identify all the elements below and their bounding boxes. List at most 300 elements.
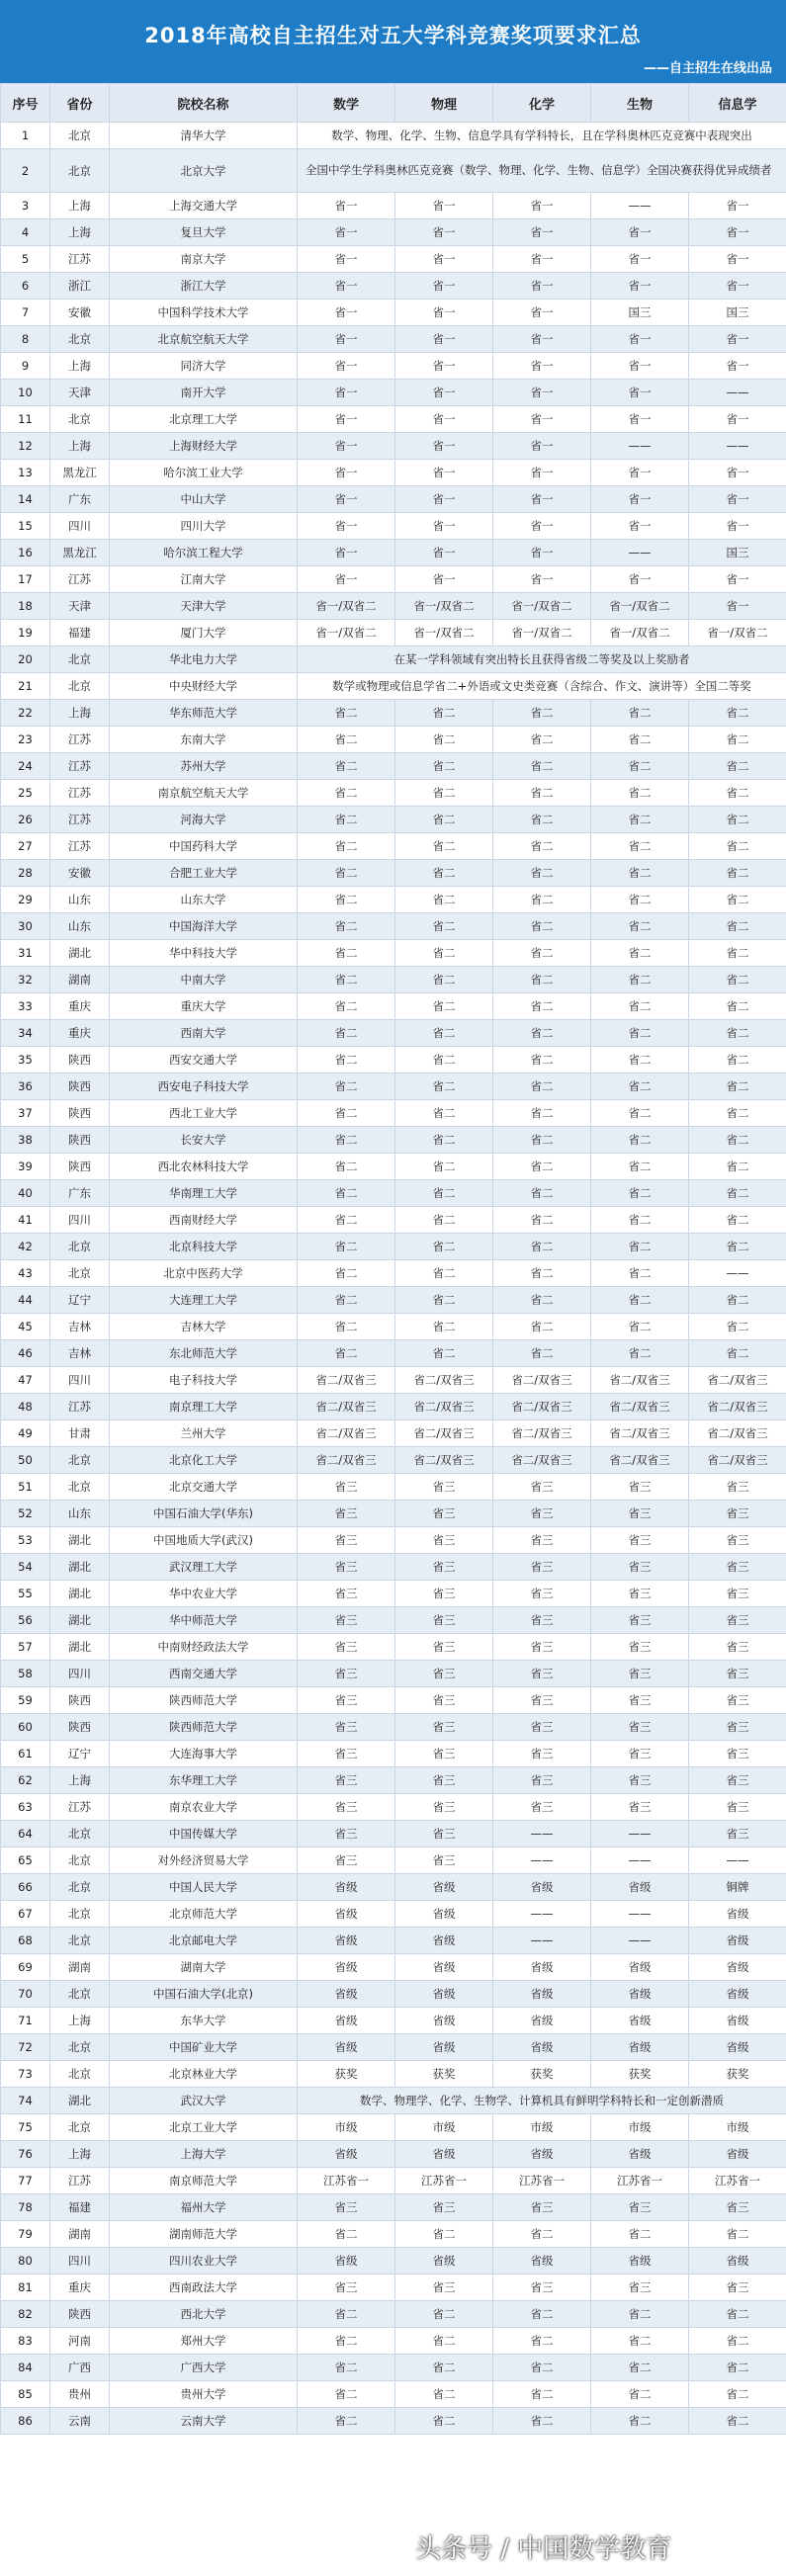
col-header-physics: 物理 [395, 84, 493, 123]
cell-physics: 省二 [395, 1180, 493, 1207]
cell-province: 北京 [50, 1260, 110, 1287]
cell-school: 华南理工大学 [110, 1180, 298, 1207]
cell-physics: 省二 [395, 887, 493, 913]
cell-informatics: —— [689, 1847, 786, 1874]
cell-math: 省三 [298, 1527, 395, 1554]
cell-biology: 省级 [591, 2008, 689, 2034]
cell-informatics: 省二 [689, 1020, 786, 1047]
cell-school: 苏州大学 [110, 753, 298, 780]
cell-chemistry: 省三 [493, 1687, 591, 1714]
cell-chemistry: 省二 [493, 2381, 591, 2408]
cell-province: 北京 [50, 673, 110, 700]
cell-informatics: 省三 [689, 1767, 786, 1794]
cell-physics: 省一 [395, 300, 493, 326]
cell-informatics: 省三 [689, 1794, 786, 1821]
cell-province: 安徽 [50, 300, 110, 326]
table-row [1, 727, 786, 753]
cell-province: 辽宁 [50, 1287, 110, 1314]
cell-informatics: 省二/双省三 [689, 1447, 786, 1474]
table-row [1, 993, 786, 1020]
cell-province: 湖北 [50, 1607, 110, 1634]
cell-province: 山东 [50, 887, 110, 913]
cell-biology: 省二/双省三 [591, 1447, 689, 1474]
cell-index: 2 [1, 149, 50, 193]
cell-physics: 省二 [395, 967, 493, 993]
cell-math: 省三 [298, 1581, 395, 1607]
cell-school: 对外经济贸易大学 [110, 1847, 298, 1874]
cell-index: 26 [1, 807, 50, 833]
cell-biology: 省二 [591, 967, 689, 993]
table-row [1, 1794, 786, 1821]
cell-school: 东华理工大学 [110, 1767, 298, 1794]
table-row [1, 1874, 786, 1901]
cell-index: 34 [1, 1020, 50, 1047]
cell-school: 上海财经大学 [110, 433, 298, 460]
cell-chemistry: 省级 [493, 1954, 591, 1981]
cell-physics: 省一 [395, 406, 493, 433]
cell-biology: —— [591, 540, 689, 566]
cell-informatics: 省二 [689, 1287, 786, 1314]
cell-informatics: 省一 [689, 593, 786, 620]
cell-index: 49 [1, 1420, 50, 1447]
cell-province: 上海 [50, 433, 110, 460]
cell-biology: 省三 [591, 2275, 689, 2301]
cell-math: 省一 [298, 486, 395, 513]
cell-biology: 省一 [591, 273, 689, 300]
table-row [1, 887, 786, 913]
cell-informatics: 省三 [689, 1634, 786, 1661]
cell-chemistry: 省二 [493, 833, 591, 860]
cell-province: 湖北 [50, 1634, 110, 1661]
cell-chemistry: 省二 [493, 807, 591, 833]
cell-informatics: 省一 [689, 406, 786, 433]
cell-index: 22 [1, 700, 50, 727]
cell-informatics: 省二/双省三 [689, 1394, 786, 1420]
cell-physics: 省二 [395, 1047, 493, 1073]
cell-biology: 省三 [591, 1741, 689, 1767]
cell-school: 中央财经大学 [110, 673, 298, 700]
cell-math: 省三 [298, 1767, 395, 1794]
cell-merged-requirement: 在某一学科领域有突出特长且获得省级二等奖及以上奖励者 [298, 646, 786, 673]
table-row [1, 540, 786, 566]
cell-school: 南京农业大学 [110, 1794, 298, 1821]
cell-index: 5 [1, 246, 50, 273]
table-row [1, 2088, 786, 2114]
cell-physics: 省二 [395, 1260, 493, 1287]
cell-province: 北京 [50, 1474, 110, 1501]
cell-biology: 省一/双省二 [591, 593, 689, 620]
cell-chemistry: 省三 [493, 1527, 591, 1554]
cell-informatics: 省二 [689, 913, 786, 940]
cell-physics: 省二 [395, 1154, 493, 1180]
table-row [1, 273, 786, 300]
cell-biology: 省二 [591, 1234, 689, 1260]
cell-chemistry: 省三 [493, 1741, 591, 1767]
cell-index: 63 [1, 1794, 50, 1821]
cell-informatics: 省二 [689, 1340, 786, 1367]
cell-math: 获奖 [298, 2061, 395, 2088]
cell-informatics: 省级 [689, 2141, 786, 2168]
cell-chemistry: 省二/双省三 [493, 1394, 591, 1420]
cell-biology: 省级 [591, 1954, 689, 1981]
cell-biology: 国三 [591, 300, 689, 326]
cell-chemistry: 省一 [493, 433, 591, 460]
cell-index: 42 [1, 1234, 50, 1260]
cell-math: 省一 [298, 219, 395, 246]
cell-physics: 省二 [395, 833, 493, 860]
cell-index: 19 [1, 620, 50, 646]
cell-biology: 省三 [591, 1527, 689, 1554]
table-row [1, 219, 786, 246]
cell-physics: 省二/双省三 [395, 1447, 493, 1474]
cell-school: 中南财经政法大学 [110, 1634, 298, 1661]
cell-informatics: 省一 [689, 513, 786, 540]
cell-school: 吉林大学 [110, 1314, 298, 1340]
cell-informatics: 省二 [689, 1314, 786, 1340]
table-row [1, 1234, 786, 1260]
cell-chemistry: 省二 [493, 1073, 591, 1100]
table-row [1, 1928, 786, 1954]
cell-physics: 省一 [395, 433, 493, 460]
cell-biology: 省二 [591, 913, 689, 940]
cell-informatics: 省二 [689, 2355, 786, 2381]
cell-math: 省二/双省三 [298, 1394, 395, 1420]
cell-school: 南京师范大学 [110, 2168, 298, 2194]
table-row [1, 1847, 786, 1874]
cell-physics: 省二 [395, 2301, 493, 2328]
cell-informatics: 国三 [689, 300, 786, 326]
table-row [1, 2248, 786, 2275]
cell-physics: 省三 [395, 2194, 493, 2221]
cell-physics: 省一 [395, 513, 493, 540]
cell-physics: 省一 [395, 193, 493, 219]
cell-physics: 省一 [395, 219, 493, 246]
cell-physics: 省级 [395, 2008, 493, 2034]
cell-math: 市级 [298, 2114, 395, 2141]
cell-school: 合肥工业大学 [110, 860, 298, 887]
table-row [1, 300, 786, 326]
cell-index: 40 [1, 1180, 50, 1207]
cell-biology: 省二 [591, 1127, 689, 1154]
cell-biology: 省一 [591, 406, 689, 433]
cell-index: 71 [1, 2008, 50, 2034]
cell-chemistry: 获奖 [493, 2061, 591, 2088]
cell-school: 东南大学 [110, 727, 298, 753]
table-row [1, 1287, 786, 1314]
cell-index: 70 [1, 1981, 50, 2008]
cell-index: 6 [1, 273, 50, 300]
cell-chemistry: 省三 [493, 2194, 591, 2221]
cell-province: 江苏 [50, 1394, 110, 1420]
cell-biology: 省三 [591, 1687, 689, 1714]
cell-biology: 省二 [591, 1340, 689, 1367]
cell-province: 江苏 [50, 1794, 110, 1821]
cell-province: 北京 [50, 123, 110, 149]
table-row [1, 1661, 786, 1687]
cell-school: 东北师范大学 [110, 1340, 298, 1367]
cell-index: 83 [1, 2328, 50, 2355]
cell-informatics: 省二 [689, 2301, 786, 2328]
cell-index: 81 [1, 2275, 50, 2301]
table-row [1, 2034, 786, 2061]
cell-chemistry: 省一 [493, 406, 591, 433]
cell-math: 省级 [298, 1901, 395, 1928]
cell-physics: 省二 [395, 2328, 493, 2355]
cell-informatics: —— [689, 1260, 786, 1287]
cell-merged-requirement: 全国中学生学科奥林匹克竞赛（数学、物理、化学、生物、信息学）全国决赛获得优异成绩者 [298, 149, 786, 193]
table-row [1, 326, 786, 353]
cell-school: 中国传媒大学 [110, 1821, 298, 1847]
cell-informatics: 省一 [689, 460, 786, 486]
cell-biology: 省二 [591, 1180, 689, 1207]
cell-province: 天津 [50, 593, 110, 620]
cell-index: 55 [1, 1581, 50, 1607]
cell-chemistry: 省二 [493, 1020, 591, 1047]
cell-physics: 省三 [395, 1714, 493, 1741]
cell-physics: 省三 [395, 1581, 493, 1607]
cell-school: 中国人民大学 [110, 1874, 298, 1901]
cell-chemistry: 省二 [493, 1180, 591, 1207]
cell-school: 北京航空航天大学 [110, 326, 298, 353]
cell-math: 省二/双省三 [298, 1420, 395, 1447]
cell-school: 西南财经大学 [110, 1207, 298, 1234]
cell-informatics: 省三 [689, 1474, 786, 1501]
cell-math: 省二 [298, 2328, 395, 2355]
cell-province: 湖北 [50, 1554, 110, 1581]
cell-informatics: 省二 [689, 1047, 786, 1073]
cell-math: 省二 [298, 913, 395, 940]
table-row [1, 123, 786, 149]
cell-index: 59 [1, 1687, 50, 1714]
cell-index: 20 [1, 646, 50, 673]
cell-chemistry: 省一 [493, 566, 591, 593]
cell-school: 同济大学 [110, 353, 298, 380]
cell-informatics: 省三 [689, 1607, 786, 1634]
cell-biology: 省二 [591, 2381, 689, 2408]
cell-math: 省级 [298, 2141, 395, 2168]
cell-index: 17 [1, 566, 50, 593]
cell-physics: 省一/双省二 [395, 620, 493, 646]
cell-physics: 省二 [395, 700, 493, 727]
table-row [1, 2408, 786, 2435]
cell-physics: 省一 [395, 246, 493, 273]
cell-informatics: 省三 [689, 1741, 786, 1767]
cell-province: 四川 [50, 2248, 110, 2275]
cell-biology: 省一/双省二 [591, 620, 689, 646]
table-row [1, 1741, 786, 1767]
cell-biology: 省一 [591, 326, 689, 353]
cell-chemistry: 省一/双省二 [493, 620, 591, 646]
cell-informatics: 省三 [689, 1501, 786, 1527]
cell-index: 46 [1, 1340, 50, 1367]
cell-physics: 省一 [395, 353, 493, 380]
table-row [1, 2061, 786, 2088]
cell-chemistry: 省一 [493, 219, 591, 246]
cell-index: 72 [1, 2034, 50, 2061]
table-row [1, 460, 786, 486]
cell-biology: 省二 [591, 860, 689, 887]
cell-math: 省二 [298, 1020, 395, 1047]
cell-province: 吉林 [50, 1314, 110, 1340]
cell-math: 省二 [298, 2355, 395, 2381]
cell-school: 长安大学 [110, 1127, 298, 1154]
cell-index: 73 [1, 2061, 50, 2088]
cell-informatics: 省三 [689, 1554, 786, 1581]
cell-physics: 省二 [395, 727, 493, 753]
table-row [1, 1260, 786, 1287]
cell-physics: 市级 [395, 2114, 493, 2141]
cell-index: 44 [1, 1287, 50, 1314]
cell-province: 北京 [50, 1928, 110, 1954]
cell-school: 西北工业大学 [110, 1100, 298, 1127]
cell-province: 北京 [50, 1847, 110, 1874]
cell-chemistry: 省一 [493, 273, 591, 300]
cell-school: 中国地质大学(武汉) [110, 1527, 298, 1554]
table-row [1, 860, 786, 887]
cell-physics: 省三 [395, 1741, 493, 1767]
cell-chemistry: 江苏省一 [493, 2168, 591, 2194]
cell-physics: 省二 [395, 2355, 493, 2381]
table-row [1, 2141, 786, 2168]
cell-informatics: 省二 [689, 967, 786, 993]
cell-biology: 省二 [591, 1207, 689, 1234]
cell-province: 福建 [50, 2194, 110, 2221]
cell-math: 省一 [298, 353, 395, 380]
cell-index: 77 [1, 2168, 50, 2194]
table-body [1, 123, 786, 2435]
cell-school: 南京大学 [110, 246, 298, 273]
cell-school: 西南大学 [110, 1020, 298, 1047]
cell-physics: 省三 [395, 1607, 493, 1634]
cell-chemistry: 省二 [493, 1260, 591, 1287]
cell-school: 中山大学 [110, 486, 298, 513]
cell-chemistry: 省二 [493, 1207, 591, 1234]
cell-chemistry: 省二 [493, 940, 591, 967]
table-row [1, 1901, 786, 1928]
cell-chemistry: 省级 [493, 1981, 591, 2008]
col-header-province: 省份 [50, 84, 110, 123]
cell-province: 重庆 [50, 1020, 110, 1047]
cell-school: 中国石油大学(北京) [110, 1981, 298, 2008]
table-row [1, 620, 786, 646]
cell-math: 省二 [298, 1340, 395, 1367]
cell-province: 湖南 [50, 2221, 110, 2248]
column-header-row [1, 84, 786, 123]
cell-index: 28 [1, 860, 50, 887]
table-row [1, 2301, 786, 2328]
cell-province: 北京 [50, 2061, 110, 2088]
cell-index: 47 [1, 1367, 50, 1394]
cell-province: 辽宁 [50, 1741, 110, 1767]
cell-index: 57 [1, 1634, 50, 1661]
cell-biology: 省三 [591, 1794, 689, 1821]
table-row [1, 1954, 786, 1981]
cell-physics: 省级 [395, 2034, 493, 2061]
cell-province: 广东 [50, 1180, 110, 1207]
cell-chemistry: 省二 [493, 1314, 591, 1340]
cell-index: 82 [1, 2301, 50, 2328]
cell-biology: 省三 [591, 1554, 689, 1581]
cell-biology: 获奖 [591, 2061, 689, 2088]
page-subtitle: ——自主招生在线出品 [643, 61, 772, 76]
cell-chemistry: 省二 [493, 1340, 591, 1367]
table-row [1, 1340, 786, 1367]
cell-math: 省二 [298, 1100, 395, 1127]
cell-province: 北京 [50, 1981, 110, 2008]
cell-physics: 省一 [395, 460, 493, 486]
cell-province: 北京 [50, 1234, 110, 1260]
cell-index: 30 [1, 913, 50, 940]
table-row [1, 2194, 786, 2221]
cell-physics: 省二/双省三 [395, 1367, 493, 1394]
cell-informatics: 省一 [689, 326, 786, 353]
cell-index: 52 [1, 1501, 50, 1527]
cell-physics: 省一 [395, 566, 493, 593]
cell-biology: 省三 [591, 1474, 689, 1501]
table-row [1, 1180, 786, 1207]
table-row [1, 1501, 786, 1527]
cell-biology: 省二 [591, 833, 689, 860]
cell-informatics: 省二 [689, 887, 786, 913]
cell-physics: 省二 [395, 1340, 493, 1367]
table-row [1, 673, 786, 700]
cell-province: 陕西 [50, 1154, 110, 1180]
cell-index: 69 [1, 1954, 50, 1981]
cell-school: 福州大学 [110, 2194, 298, 2221]
cell-physics: 省一 [395, 326, 493, 353]
cell-chemistry: 省三 [493, 1794, 591, 1821]
cell-chemistry: 省一 [493, 300, 591, 326]
cell-informatics: 省三 [689, 2194, 786, 2221]
cell-informatics: 省二 [689, 1100, 786, 1127]
cell-school: 华东师范大学 [110, 700, 298, 727]
cell-biology: 省三 [591, 1714, 689, 1741]
cell-school: 西北农林科技大学 [110, 1154, 298, 1180]
table-row [1, 1073, 786, 1100]
cell-school: 郑州大学 [110, 2328, 298, 2355]
cell-math: 省三 [298, 1501, 395, 1527]
cell-index: 61 [1, 1741, 50, 1767]
cell-physics: 省级 [395, 1954, 493, 1981]
cell-index: 9 [1, 353, 50, 380]
cell-province: 北京 [50, 646, 110, 673]
cell-biology: 省二 [591, 700, 689, 727]
table-row [1, 1154, 786, 1180]
cell-math: 省二 [298, 2381, 395, 2408]
table-row [1, 149, 786, 193]
cell-school: 北京工业大学 [110, 2114, 298, 2141]
cell-chemistry: 省二/双省三 [493, 1367, 591, 1394]
cell-index: 13 [1, 460, 50, 486]
cell-biology: 省三 [591, 1501, 689, 1527]
cell-biology: 省二 [591, 993, 689, 1020]
cell-school: 北京师范大学 [110, 1901, 298, 1928]
cell-province: 广西 [50, 2355, 110, 2381]
cell-merged-requirement: 数学或物理或信息学省二+外语或文史类竞赛（含综合、作文、演讲等）全国二等奖 [298, 673, 786, 700]
col-header-biology: 生物 [591, 84, 689, 123]
table-row [1, 380, 786, 406]
cell-province: 广东 [50, 486, 110, 513]
cell-index: 79 [1, 2221, 50, 2248]
cell-chemistry: 省一 [493, 460, 591, 486]
cell-physics: 省级 [395, 1981, 493, 2008]
cell-index: 10 [1, 380, 50, 406]
cell-physics: 省三 [395, 1821, 493, 1847]
table-row [1, 1474, 786, 1501]
cell-biology: 省一 [591, 486, 689, 513]
cell-index: 4 [1, 219, 50, 246]
cell-physics: 省三 [395, 1767, 493, 1794]
